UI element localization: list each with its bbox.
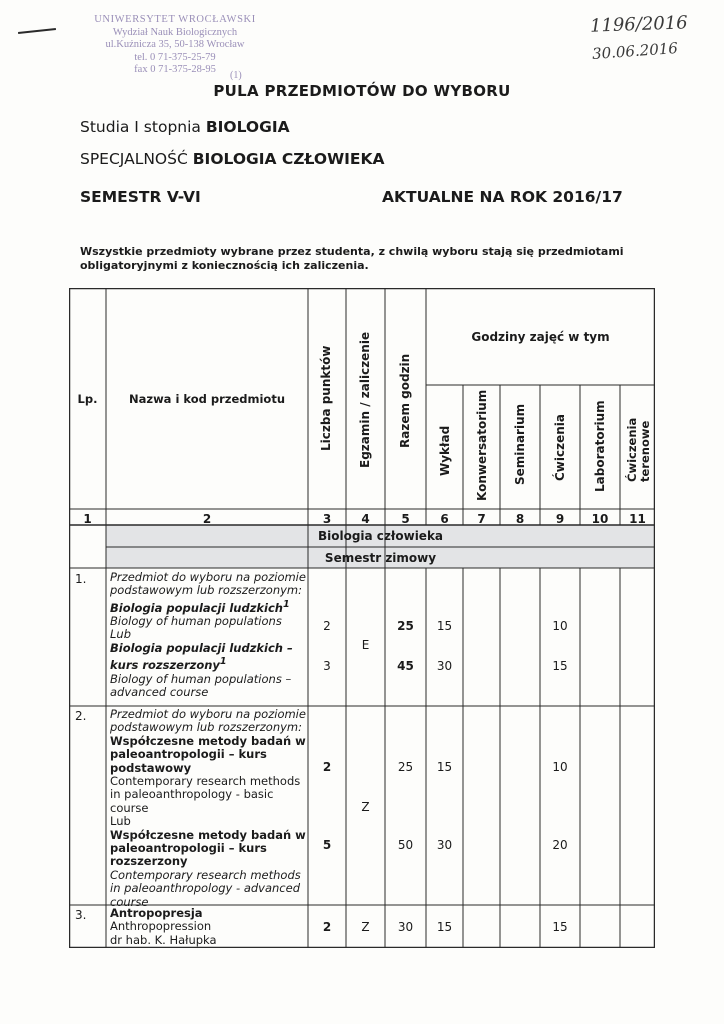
row-2-or: Lub xyxy=(110,814,131,829)
stamp-tel: tel. 0 71-375-25-79 xyxy=(134,51,216,63)
row-1-or: Lub xyxy=(110,627,131,642)
header-subject-name: Nazwa i kod przedmiotu xyxy=(128,392,286,406)
row-3-subject xyxy=(110,907,306,947)
col-number-8: 8 xyxy=(515,512,525,526)
header-exam: Egzamin / zaliczenie xyxy=(358,331,372,468)
col-number-3: 3 xyxy=(322,512,332,526)
row-1-option-1-english: Biology of human populations xyxy=(110,614,282,629)
study-level-prefix: Studia I stopnia xyxy=(80,118,206,136)
row-1-option-2-total: 45 xyxy=(397,659,414,673)
row-1-option-2-points: 3 xyxy=(323,659,331,673)
row-1-option-1-points: 2 xyxy=(323,619,331,633)
col-number-9: 9 xyxy=(555,512,565,526)
stamp-mark: (1) xyxy=(230,70,242,81)
row-2-intro: Przedmiot do wyboru na poziomie podstawowym lub rozszerzonym: xyxy=(110,707,306,735)
col-number-7: 7 xyxy=(477,512,486,526)
row-3-exercises: 15 xyxy=(552,920,568,934)
row-3-lp: 3. xyxy=(75,908,87,922)
col-number-5: 5 xyxy=(401,512,410,526)
header-field-exercises-cell xyxy=(620,406,655,500)
row-2-exam: Z xyxy=(361,800,370,814)
row-2-option-2-points: 5 xyxy=(322,838,332,852)
header-laboratory: Laboratorium xyxy=(593,400,607,492)
academic-year: AKTUALNE NA ROK 2016/17 xyxy=(382,188,623,206)
stamp-faculty: Wydział Nauk Biologicznych xyxy=(112,26,238,38)
page-title: PULA PRZEDMIOTÓW DO WYBORU xyxy=(213,82,511,100)
row-1-option-2-name xyxy=(110,642,306,673)
stamp-address: ul.Kuźnicza 35, 50-138 Wrocław xyxy=(105,39,245,50)
row-3-name: Antropopresja xyxy=(110,906,203,920)
row-1-option-1-lecture: 15 xyxy=(436,619,453,633)
header-hours-group: Godziny zajęć w tym xyxy=(471,330,610,344)
row-2-option-1-points: 2 xyxy=(322,760,332,774)
row-2-option-2-total: 50 xyxy=(397,838,414,852)
header-total-hours: Razem godzin xyxy=(398,353,412,448)
subjects-table xyxy=(69,288,655,948)
stamp-university: UNIWERSYTET WROCŁAWSKI xyxy=(94,14,256,25)
row-2-option-1-total: 25 xyxy=(397,760,414,774)
study-field: BIOLOGIA xyxy=(205,118,290,136)
row-1-option-2-lecture: 30 xyxy=(436,659,453,673)
row-1-option-1-exercises: 10 xyxy=(552,619,568,633)
row-2-option-2-exercises: 20 xyxy=(552,838,568,852)
row-2-subject xyxy=(110,708,306,909)
col-number-4: 4 xyxy=(361,512,370,526)
row-1-option-2-english: Biology of human populations – advanced course xyxy=(110,671,292,699)
row-1-lp: 1. xyxy=(75,572,87,586)
section-title: Biologia człowieka xyxy=(317,529,444,543)
header-lp: Lp. xyxy=(77,392,98,406)
row-1-option-1-name-text: Biologia populacji ludzkich xyxy=(110,600,283,615)
semester-range: SEMESTR V-VI xyxy=(80,188,201,206)
row-2-option-1-name: Współczesne metody badań w paleoantropologii – kurs podstawowy xyxy=(110,733,306,775)
study-level xyxy=(80,118,290,136)
specialty-prefix: SPECJALNOŚĆ xyxy=(80,150,193,168)
row-1-option-1-total: 25 xyxy=(397,619,414,633)
margin-dash xyxy=(18,28,56,34)
col-number-6: 6 xyxy=(440,512,449,526)
row-3-teacher: dr hab. K. Hałupka xyxy=(110,932,217,947)
header-lecture: Wykład xyxy=(438,425,452,476)
specialty-line xyxy=(80,150,385,168)
specialty-name: BIOLOGIA CZŁOWIEKA xyxy=(192,150,385,168)
row-1-exam: E xyxy=(361,638,370,652)
row-2-option-2-english: Contemporary research methods in paleoanthropology - advanced course xyxy=(110,867,301,909)
col-number-11: 11 xyxy=(629,512,646,526)
row-2-option-1-english: Contemporary research methods in paleoanthropology - basic course xyxy=(110,774,301,815)
semester-label: Semestr zimowy xyxy=(324,551,437,565)
row-2-option-1-lecture: 15 xyxy=(436,760,453,774)
handwritten-date: 30.06.2016 xyxy=(591,39,679,63)
row-2-option-2-name: Współczesne metody badań w paleoantropologii – kurs rozszerzony xyxy=(110,827,306,869)
header-points: Liczba punktów xyxy=(319,345,333,451)
university-stamp xyxy=(60,14,290,77)
row-3-english: Anthropopression xyxy=(110,919,212,934)
col-number-2: 2 xyxy=(202,512,212,526)
row-3-lecture: 15 xyxy=(436,920,453,934)
handwritten-reference: 1196/2016 xyxy=(589,12,689,37)
row-1-option-2-footnote: 1 xyxy=(219,656,227,668)
row-1-intro: Przedmiot do wyboru na poziomie podstawowym lub rozszerzonym: xyxy=(110,570,306,598)
row-2-option-1-exercises: 10 xyxy=(552,760,568,774)
col-number-1: 1 xyxy=(83,512,92,526)
header-field-exercises: Ćwiczenia terenowe xyxy=(625,417,652,482)
header-seminar: Seminarium xyxy=(513,403,527,485)
row-1-option-2-name-text: Biologia populacji ludzkich – kurs rozszerzony xyxy=(110,640,293,673)
row-1-subject xyxy=(110,571,306,699)
row-1-option-2-exercises: 15 xyxy=(552,659,568,673)
header-conversatorium: Konwersatorium xyxy=(475,389,489,501)
row-1-option-1-name xyxy=(110,598,306,615)
stamp-fax: fax 0 71-375-28-95 xyxy=(134,64,216,75)
header-exercises: Ćwiczenia xyxy=(553,414,567,481)
row-1-option-1-footnote: 1 xyxy=(283,598,290,610)
selection-note: Wszystkie przedmioty wybrane przez studenta, z chwilą wyboru stają się przedmiotami obligatoryjnymi z koniecznością ich zaliczenia. xyxy=(80,245,624,272)
row-2-option-2-lecture: 30 xyxy=(436,838,453,852)
row-3-points: 2 xyxy=(322,920,332,934)
col-number-10: 10 xyxy=(591,512,609,526)
row-3-exam: Z xyxy=(361,920,370,934)
row-3-total: 30 xyxy=(397,920,414,934)
row-2-lp: 2. xyxy=(75,709,87,723)
